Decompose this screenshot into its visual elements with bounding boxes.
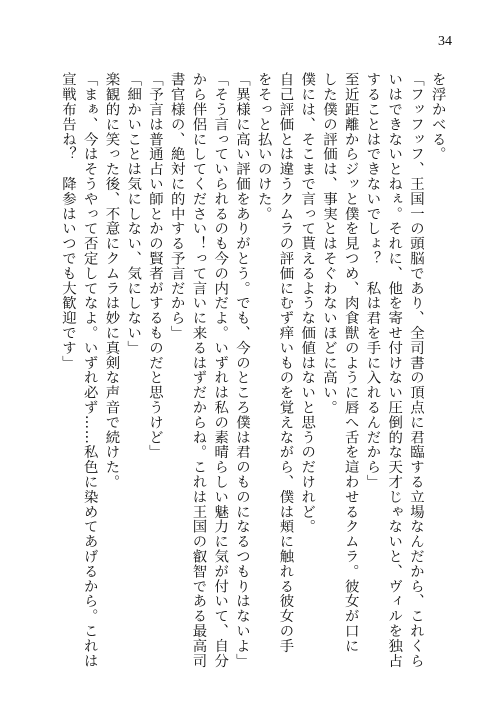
text-line: 「予言は普通占い師とかの賢者がするものだと思うけど」 — [147, 72, 163, 460]
text-line: を浮かべる。 — [429, 72, 446, 162]
text-line: 楽観的に笑った後、不意にクムラは妙に真剣な声音で続けた。 — [103, 72, 120, 490]
novel-text-body — [58, 72, 448, 672]
text-line: 「細かいことは気にしない、気にしない」 — [125, 72, 142, 356]
text-line: 宣戦布告ね？ 降参はいつでも大歓迎です」 — [60, 72, 76, 370]
text-line: いはできないとねぇ。それに、他を寄せ付けない圧倒的な天才じゃないと、ヴィルを独占 — [386, 72, 403, 668]
text-line: することはできないでしょ？ 私は君を手に入れるんだから」 — [364, 72, 381, 490]
text-line: から伴侶にしてください！って言いに来るはずだからね。これは王国の叡智である最高司 — [190, 72, 207, 668]
text-line: 「フッフッフ、王国一の頭脳であり、全司書の頂点に君臨する立場なんだから、これくら — [408, 72, 424, 668]
text-line: 「そう言っていられるのも今の内だよ。いずれは私の素晴らしい魅力に気が付いて、自分 — [212, 72, 229, 668]
text-line: をそっと払いのけた。 — [255, 72, 272, 221]
text-line: 僕には、そこまで言って貰えるような価値はないと思うのだけれど。 — [299, 72, 316, 534]
text-line: 「まぁ、今はそうやって否定してなよ。いずれ必ず……私色に染めてあげるから。これは — [81, 72, 98, 668]
text-line: 自己評価とは違うクムラの評価にむず痒いものを覚えながら、僕は頬に触れる彼女の手 — [277, 72, 294, 654]
text-line: 至近距離からジッと僕を見つめ、肉食獣のように唇へ舌を這わせるクムラ。彼女が口に — [342, 72, 359, 654]
text-line: 書官様の、絶対に的中する予言だから」 — [168, 72, 185, 341]
page-number: 34 — [438, 34, 452, 49]
text-line: した僕の評価は、事実とはそぐわないほどに高い。 — [321, 72, 337, 415]
text-line: 「異様に高い評価をありがとう。でも、今のところ僕は君のものになるつもりはないよ」 — [234, 72, 250, 668]
